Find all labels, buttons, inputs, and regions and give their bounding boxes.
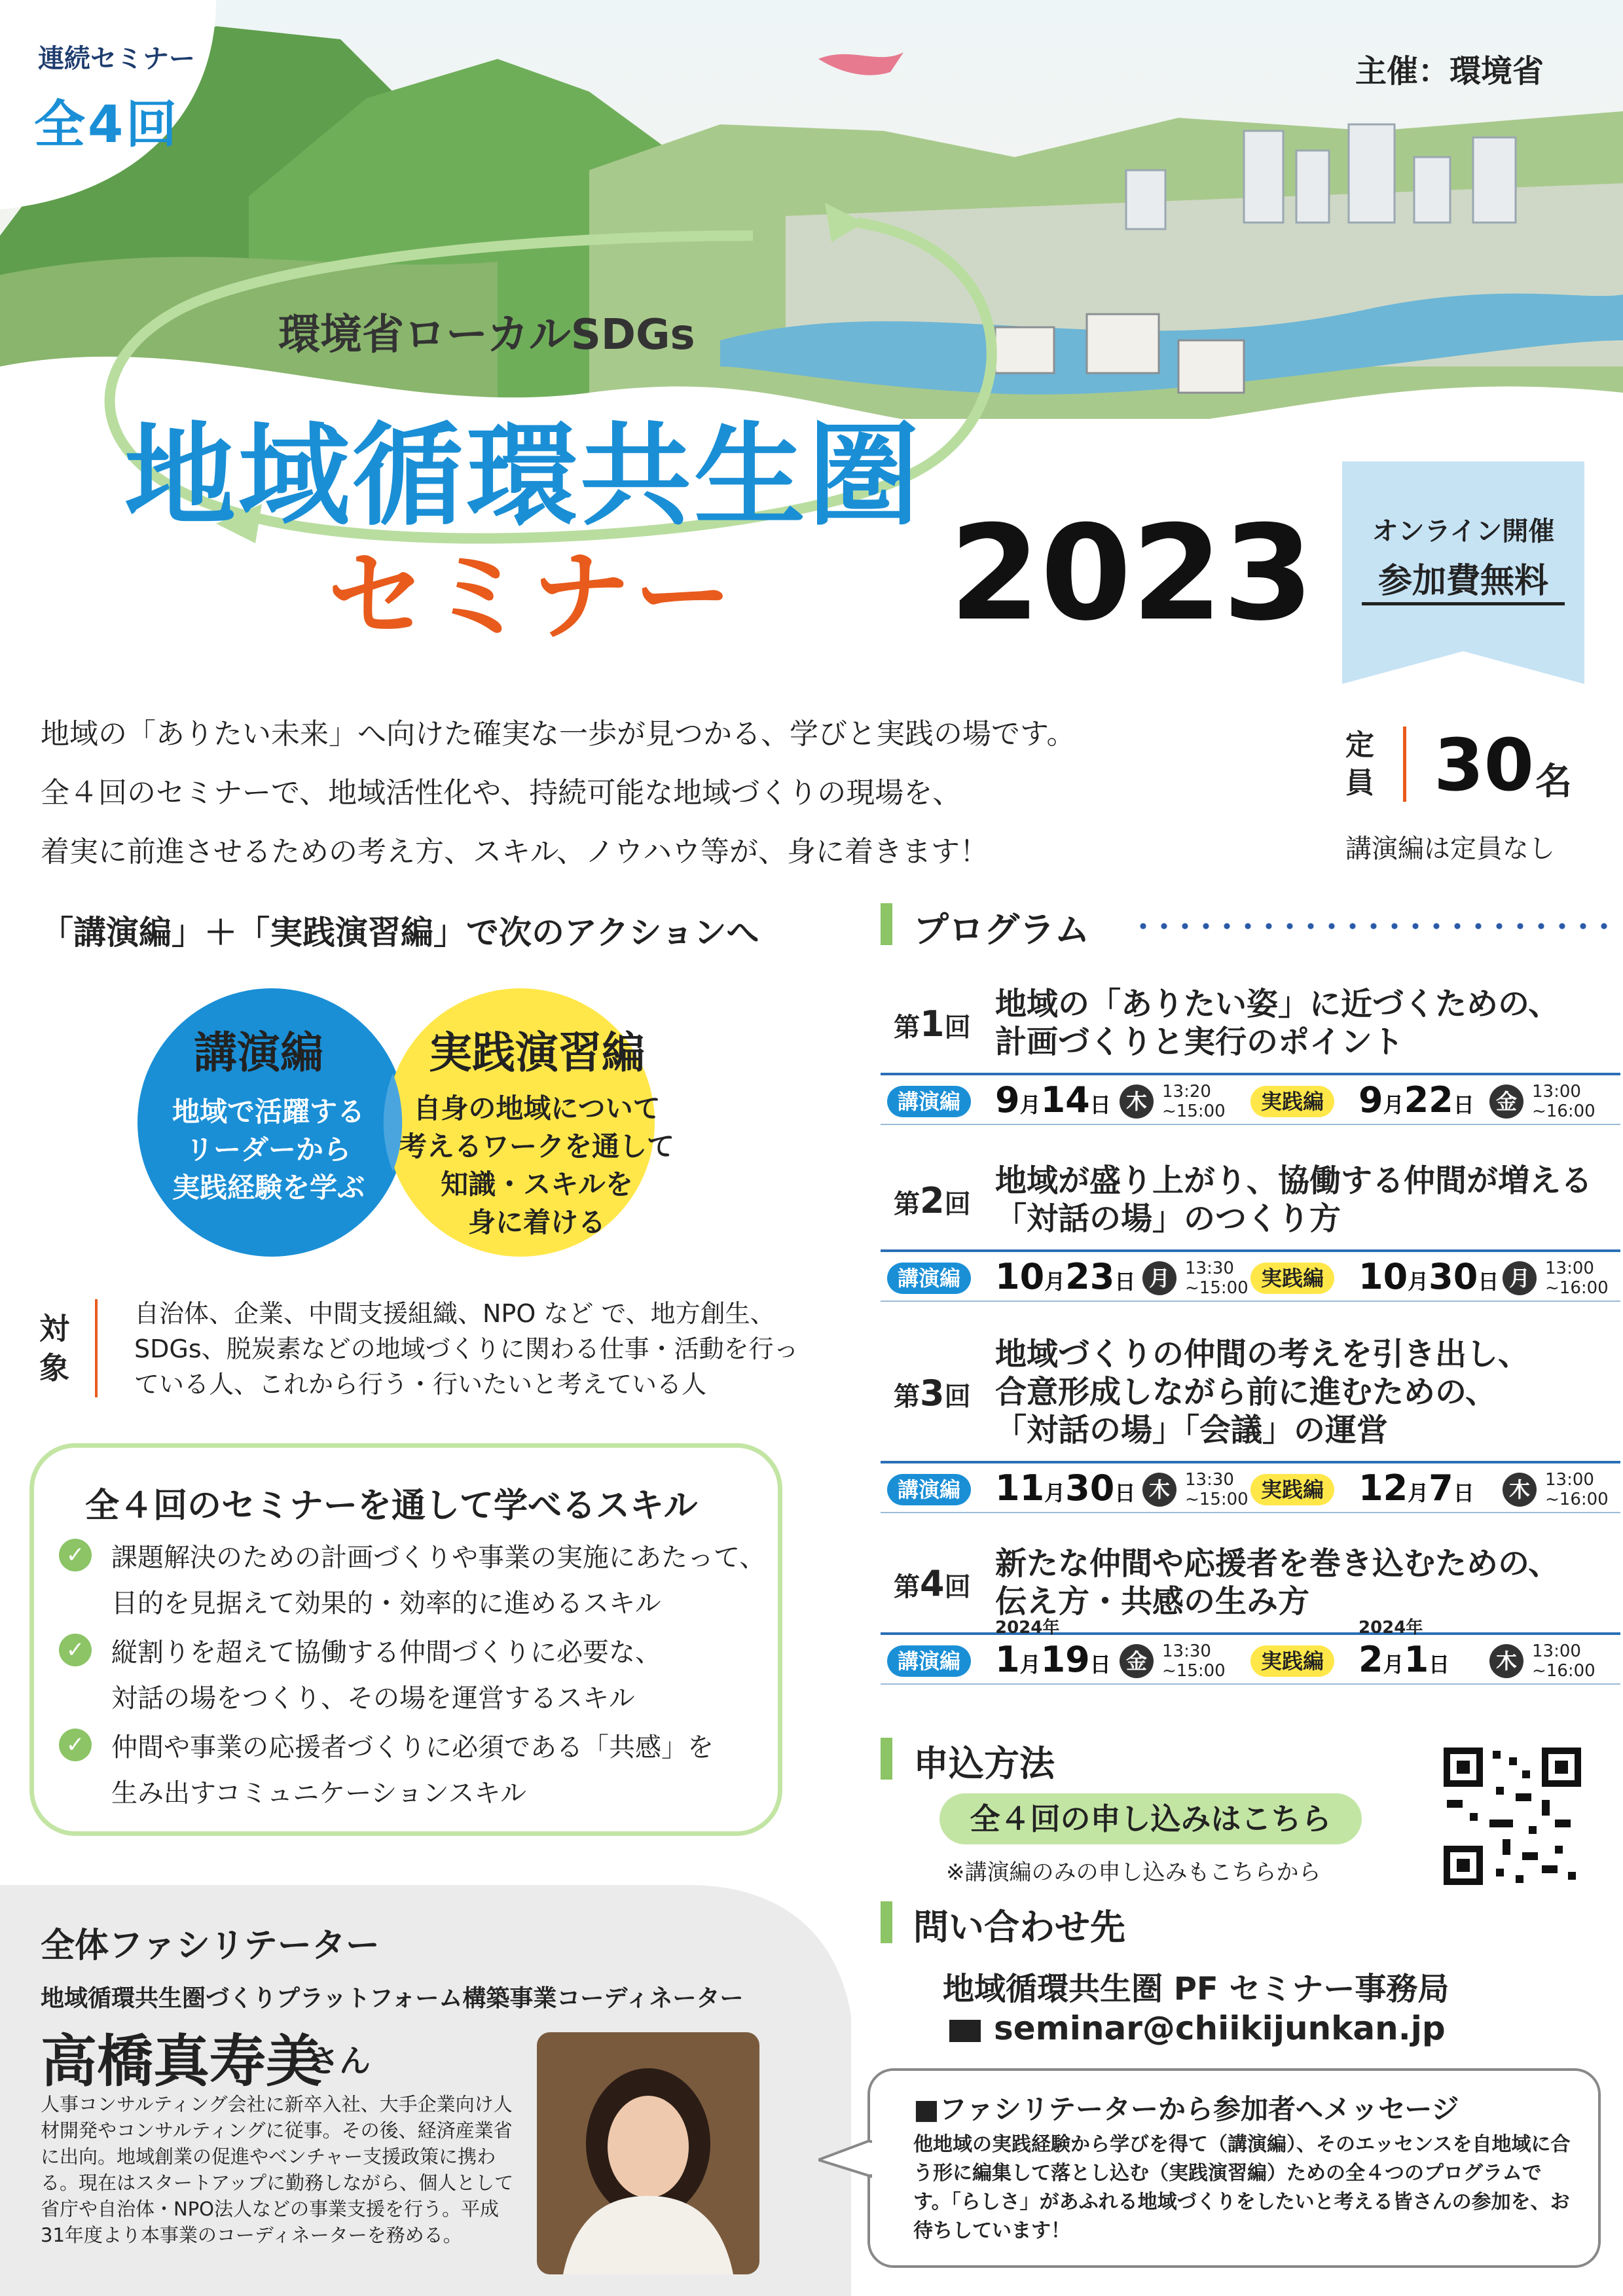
apply-button[interactable]: 全４回の申し込みはこちら <box>939 1793 1362 1844</box>
session-number: 第2回 <box>894 1180 971 1221</box>
session-title: 地域の「ありたい姿」に近づくための、 計画づくりと実行のポイント <box>995 986 1560 1060</box>
session-date-row <box>881 1073 1620 1125</box>
lecture-course-desc: 地域で活躍する リーダーから 実践経験を学ぶ <box>172 1096 365 1204</box>
lecture-time: 13:30 ~15:00 <box>1162 1641 1226 1681</box>
capacity-label: 定員 <box>1345 728 1374 800</box>
message-title: ■ファシリテーターから参加者へメッセージ <box>913 2093 1459 2125</box>
session-title: 地域が盛り上がり、協働する仲間が増える 「対話の場」のつくり方 <box>995 1162 1593 1237</box>
target-label: 対 象 <box>39 1311 69 1386</box>
practice-time: 13:00 ~16:00 <box>1545 1470 1609 1509</box>
practice-year: 2024年 <box>1359 1618 1423 1638</box>
contact-email[interactable] <box>949 2009 1446 2047</box>
lecture-date: 9月14日 <box>995 1079 1111 1121</box>
facilitator-heading: 全体ファシリテーター <box>41 1926 380 1965</box>
practice-course-desc: 自身の地域について 考えるワークを通して 知識・スキルを 身に着ける <box>399 1092 674 1238</box>
practice-time: 13:00 ~16:00 <box>1545 1259 1609 1298</box>
lecture-weekday: 木 <box>1120 1085 1154 1119</box>
mail-icon <box>949 2020 981 2042</box>
facilitator-bio: 人事コンサルティング会社に新卒入社、大手企業向け人材開発やコンサルティングに従事。その後、経済産業省に出向。地域創業の促進やベンチャー支援政策に携わる。現在はスタートアップに勤務しながら、個人として省庁や自治体・NPO法人などの事業支援を行う。平成31年度より本事業のコーディネーターを務める。 <box>41 2093 514 2246</box>
practice-time: 13:00 ~16:00 <box>1532 1082 1596 1121</box>
contact-heading: 問い合わせ先 <box>913 1907 1125 1948</box>
lecture-tag: 講演編 <box>887 1086 971 1117</box>
session-date-row <box>881 1461 1620 1513</box>
intro-line-1: 地域の「ありたい未来」へ向けた確実な一歩が見つかる、学びと実践の場です。 <box>41 717 1076 751</box>
session-title: 地域づくりの仲間の考えを引き出し、 合意形成しながら前に進むための、 「対話の場」「会議」の運営 <box>995 1336 1530 1448</box>
facilitator-photo <box>537 2032 759 2274</box>
lecture-time: 13:30 ~15:00 <box>1185 1470 1249 1509</box>
program-heading-dots <box>1133 923 1617 929</box>
intro-line-3: 着実に前進させるための考え方、スキル、ノウハウ等が、身に着きます！ <box>41 835 989 869</box>
session-number: 第4回 <box>894 1563 971 1604</box>
apply-heading-bar <box>881 1738 892 1780</box>
facilitator-name: 高橋真寿美 <box>41 2029 322 2094</box>
capacity-unit: 名 <box>1535 761 1572 803</box>
check-icon: ✓ <box>59 1634 92 1666</box>
skills-title: 全４回のセミナーを通して学べるスキル <box>85 1486 698 1526</box>
practice-weekday: 月 <box>1503 1261 1537 1295</box>
contact-organization: 地域循環共生圏 PF セミナー事務局 <box>943 1971 1450 2007</box>
lecture-date: 11月30日 <box>995 1467 1136 1509</box>
free-underline <box>1362 602 1565 605</box>
capacity-number: 30 <box>1434 723 1535 807</box>
session-date-row <box>881 1249 1620 1302</box>
target-text: 自治体、企業、中間支援組織、NPO など で、地方創生、SDGs、脱炭素などの地域づくりに関わる仕事・活動を行っている人、これから行う・行いたいと考えている人 <box>134 1299 799 1399</box>
practice-weekday: 金 <box>1489 1085 1523 1119</box>
series-label: 連続セミナー <box>38 44 195 74</box>
contact-email-text[interactable]: seminar@chiikijunkan.jp <box>994 2009 1446 2047</box>
lecture-date: 10月23日 <box>995 1256 1136 1297</box>
practice-date: 2月1日 <box>1359 1639 1450 1680</box>
online-label: オンライン開催 <box>1372 516 1555 547</box>
skill-text: 仲間や事業の応援者づくりに必須である「共感」を 生み出すコミュニケーションスキル <box>111 1732 714 1808</box>
session-number: 第1回 <box>894 1003 971 1045</box>
practice-date: 12月7日 <box>1359 1467 1474 1509</box>
speech-pointer <box>818 2140 877 2179</box>
action-heading: 「講演編」＋「実践演習編」で次のアクションへ <box>41 914 759 952</box>
practice-date: 9月22日 <box>1359 1079 1474 1121</box>
lecture-time: 13:20 ~15:00 <box>1162 1082 1226 1121</box>
facilitator-role: 地域循環共生圏づくりプラットフォーム構築事業コーディネーター <box>41 1985 744 2012</box>
contact-heading-bar <box>881 1901 892 1943</box>
free-label: 参加費無料 <box>1377 562 1548 601</box>
main-title: 地域循環共生圏 <box>124 412 922 541</box>
skill-text: 課題解決のための計画づくりや事業の実施にあたって、 目的を見据えて効果的・効率的に進めるスキル <box>111 1543 766 1619</box>
check-icon: ✓ <box>59 1729 92 1761</box>
target-divider <box>95 1299 98 1397</box>
facilitator-honorific: さん <box>308 2043 371 2079</box>
practice-course-title: 実践演習編 <box>429 1028 645 1078</box>
practice-date: 10月30日 <box>1359 1256 1499 1297</box>
skill-text: 縦割りを超えて協働する仲間づくりに必要な、 対話の場をつくり、その場を運営するスキル <box>111 1638 661 1713</box>
capacity-note: 講演編は定員なし <box>1345 834 1555 864</box>
program-heading: プログラム <box>913 909 1090 950</box>
practice-tag: 実践編 <box>1250 1263 1334 1294</box>
intro-line-2: 全４回のセミナーで、地域活性化や、持続可能な地域づくりの現場を、 <box>41 776 962 810</box>
practice-tag: 実践編 <box>1250 1645 1334 1677</box>
apply-heading: 申込方法 <box>913 1743 1055 1784</box>
practice-tag: 実践編 <box>1250 1474 1334 1505</box>
seminar-title: セミナー <box>327 540 737 654</box>
session-number: 第3回 <box>894 1372 971 1414</box>
year: 2023 <box>949 497 1314 650</box>
lecture-weekday: 木 <box>1142 1473 1176 1507</box>
lecture-tag: 講演編 <box>887 1263 971 1294</box>
session-date-row <box>881 1618 1620 1685</box>
check-icon: ✓ <box>59 1539 92 1571</box>
practice-tag: 実践編 <box>1250 1086 1334 1117</box>
practice-time: 13:00 ~16:00 <box>1532 1641 1596 1681</box>
lecture-time: 13:30 ~15:00 <box>1185 1259 1249 1298</box>
apply-note: ※講演編のみの申し込みもこちらから <box>946 1859 1321 1886</box>
lecture-date: 1月19日 <box>995 1639 1111 1680</box>
lecture-year: 2024年 <box>995 1618 1060 1638</box>
qr-code[interactable] <box>1444 1748 1581 1885</box>
practice-weekday: 木 <box>1489 1644 1523 1678</box>
lecture-tag: 講演編 <box>887 1474 971 1505</box>
lecture-course-title: 講演編 <box>194 1028 323 1078</box>
sub-title: 環境省ローカルSDGs <box>278 311 695 359</box>
capacity-divider <box>1403 726 1406 802</box>
message-text: 他地域の実践経験から学びを得て（講演編）、そのエッセンスを自地域に合う形に編集して落とし込む（実践演習編）ための全４つのプログラムです。「らしさ」があふれる地域づくりをしたいと考える皆さんの参加を、お待ちしています！ <box>913 2133 1571 2242</box>
lecture-weekday: 月 <box>1142 1261 1176 1295</box>
lecture-weekday: 金 <box>1120 1644 1154 1678</box>
series-count: 全4回 <box>34 96 180 154</box>
organizer: 主催：環境省 <box>1355 53 1544 90</box>
program-heading-bar <box>881 903 892 945</box>
lecture-tag: 講演編 <box>887 1645 971 1677</box>
practice-weekday: 木 <box>1503 1473 1537 1507</box>
session-title: 新たな仲間や応援者を巻き込むための、 伝え方・共感の生み方 <box>995 1545 1560 1620</box>
